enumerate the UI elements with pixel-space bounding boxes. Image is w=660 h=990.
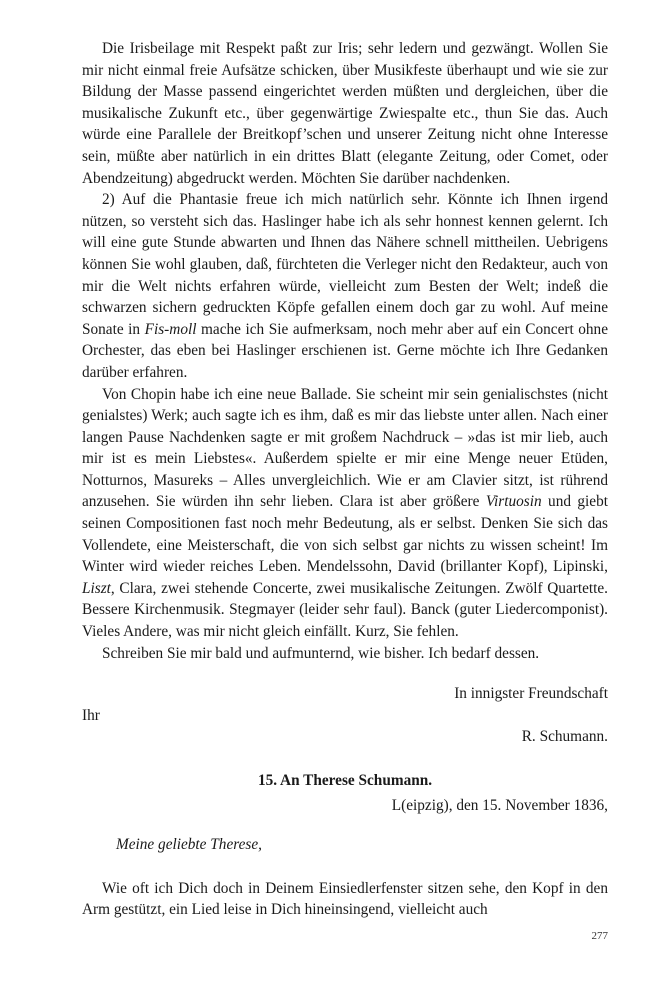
- emphasis-text: Liszt: [82, 579, 111, 597]
- closing-phrase: In innigster Freundschaft: [454, 685, 608, 703]
- text-run: , Clara, zwei stehende Concerte, zwei musikalische Zeitungen. Zwölf Quartette. Bessere Kirchenmusik. Stegmayer (leider sehr faul). Banck (guter Liedercomponist). Vieles Andere, was mir nicht gleich einfällt. Kurz, Sie fehlen.: [82, 579, 608, 641]
- body-paragraph: [82, 189, 608, 383]
- emphasis-text: Fis-moll: [144, 320, 197, 338]
- body-paragraph: Schreiben Sie mir bald und aufmunternd, wie bisher. Ich bedarf dessen.: [102, 644, 540, 662]
- letter-closing: [82, 683, 608, 748]
- letter-date: L(eipzig), den 15. November 1836,: [391, 796, 608, 814]
- page-number: 277: [591, 930, 608, 942]
- body-paragraph: Die Irisbeilage mit Respekt paßt zur Iris; sehr ledern und gezwängt. Wollen Sie mir nicht einmal freie Aufsätze schicken, über Musikfeste überhaupt und wie sie zur Bildung der Masse passend eingerichtet werden müßten und dergleichen, über die musikalische Zukunft etc., über gegenwärtige Zwiespalte etc., thun Sie das. Auch würde eine Parallele der Breitkopf’schen und unserer Zeitung nicht ohne Interesse sein, müßte aber natürlich in ein drittes Blatt (elegante Zeitung, oder Comet, oder Abendzeitung) abgedruckt werden. Möchten Sie darüber nachdenken.: [82, 40, 608, 187]
- letter-salutation: Meine geliebte Therese,: [116, 836, 262, 854]
- emphasis-text: Virtuosin: [485, 493, 542, 511]
- text-run: und giebt seinen Compositionen fast noch mehr Bedeutung, als er selbst. Denken Sie sich das Vollendete, eine Meisterschaft, die von sich selbst gar nichts zu wissen scheint! Im Winter wird wieder reiches Leben. Mendelssohn, David (brillanter Kopf), Lipinski,: [82, 493, 608, 576]
- closing-ihr: Ihr: [82, 706, 100, 724]
- book-page: [82, 38, 608, 921]
- text-run: 2) Auf die Phantasie freue ich mich natürlich sehr. Könnte ich Ihnen irgend nützen, so versteht sich das. Haslinger habe ich als sehr honnest kennen gelernt. Ich will eine gute Stunde abwarten und Ihnen das Nähere schnell mittheilen. Uebrigens können Sie wohl glauben, daß, fürchteten die Verleger nicht den Redakteur, auch von mir die Welt nichts erfahren würde, vielleicht zum Besten der Welt; indeß die schwarzen sichern gedruckten Köpfe gefallen einem doch gar zu wohl. Auf meine Sonate in: [82, 191, 608, 338]
- body-paragraph: Wie oft ich Dich doch in Deinem Einsiedlerfenster sitzen sehe, den Kopf in den Arm gestützt, ein Lied leise in Dich hineinsingend, vielleicht auch: [82, 879, 608, 919]
- text-run: mache ich Sie aufmerksam, noch mehr aber auf ein Concert ohne Orchester, das eben bei Haslinger erschienen ist. Gerne möchte ich Ihre Gedanken darüber erfahren.: [82, 320, 608, 381]
- signature: R. Schumann.: [521, 728, 608, 746]
- letter-heading: 15. An Therese Schumann.: [257, 772, 433, 789]
- text-run: Von Chopin habe ich eine neue Ballade. Sie scheint mir sein genialischstes (nicht genialstes) Werk; auch sagte ich es ihm, daß es mir das liebste unter allen. Nach einer langen Pause Nachdenken sagte er mit großem Nachdruck – »das ist mir lieb, auch mir ist es mein Liebstes«. Außerdem spielte er mir eine Menge neuer Etüden, Notturnos, Masureks – Alles unvergleichlich. Wie er am Clavier sitzt, ist rührend anzusehen. Sie würden ihn sehr lieben. Clara ist aber größere: [82, 385, 608, 511]
- body-paragraph: [82, 384, 608, 643]
